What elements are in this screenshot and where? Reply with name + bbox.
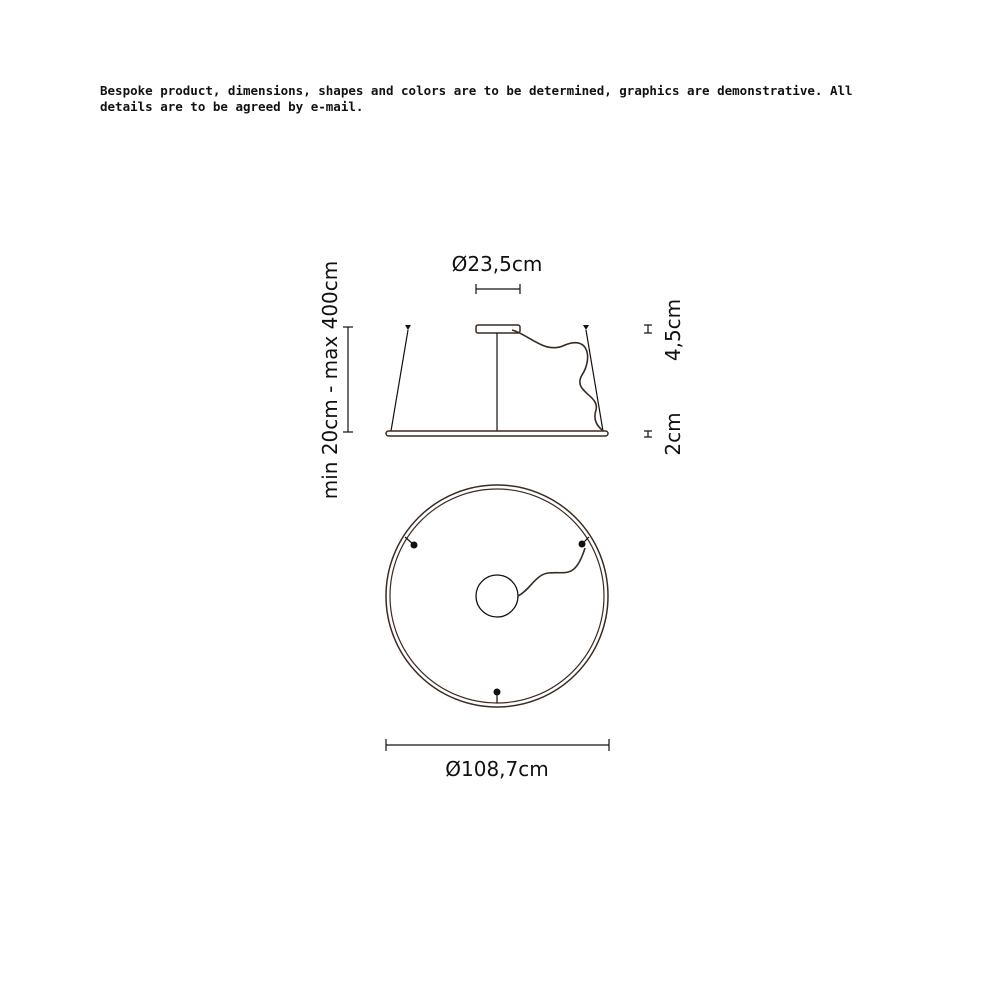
suspension-length-dimension-line <box>343 327 353 432</box>
ring-height-dimension-mark <box>644 431 652 437</box>
right-anchor-point <box>579 541 586 548</box>
canopy-plan-outline <box>476 575 518 617</box>
ring-height-label: 2cm <box>661 412 685 456</box>
side-elevation <box>318 252 685 499</box>
disclaimer-text: Bespoke product, dimensions, shapes and colors are to be determined, graphics are demonstrative. All details are to be agreed by e-mail. <box>100 83 853 114</box>
canopy-height-label: 4,5cm <box>661 298 685 362</box>
ring-inner-edge <box>390 489 604 703</box>
canopy-diameter-label: Ø23,5cm <box>451 252 543 276</box>
canopy-height-dimension-mark <box>644 325 652 333</box>
ring-diameter-label: Ø108,7cm <box>445 757 549 781</box>
ceiling-canopy <box>476 325 520 333</box>
right-ceiling-anchor <box>583 325 589 330</box>
ring-outer-edge <box>386 485 608 707</box>
canopy-diameter-dimension-line <box>476 284 520 294</box>
left-ceiling-anchor <box>405 325 411 330</box>
ring-side-profile <box>386 431 608 436</box>
suspension-length-label: min 20cm - max 400cm <box>318 260 342 500</box>
plan-view <box>386 485 609 781</box>
ring-diameter-dimension-line <box>386 739 609 751</box>
bottom-anchor-point <box>494 689 501 696</box>
left-anchor-point <box>411 542 418 549</box>
left-suspension-cable <box>391 330 408 431</box>
power-cable-plan <box>518 548 585 596</box>
